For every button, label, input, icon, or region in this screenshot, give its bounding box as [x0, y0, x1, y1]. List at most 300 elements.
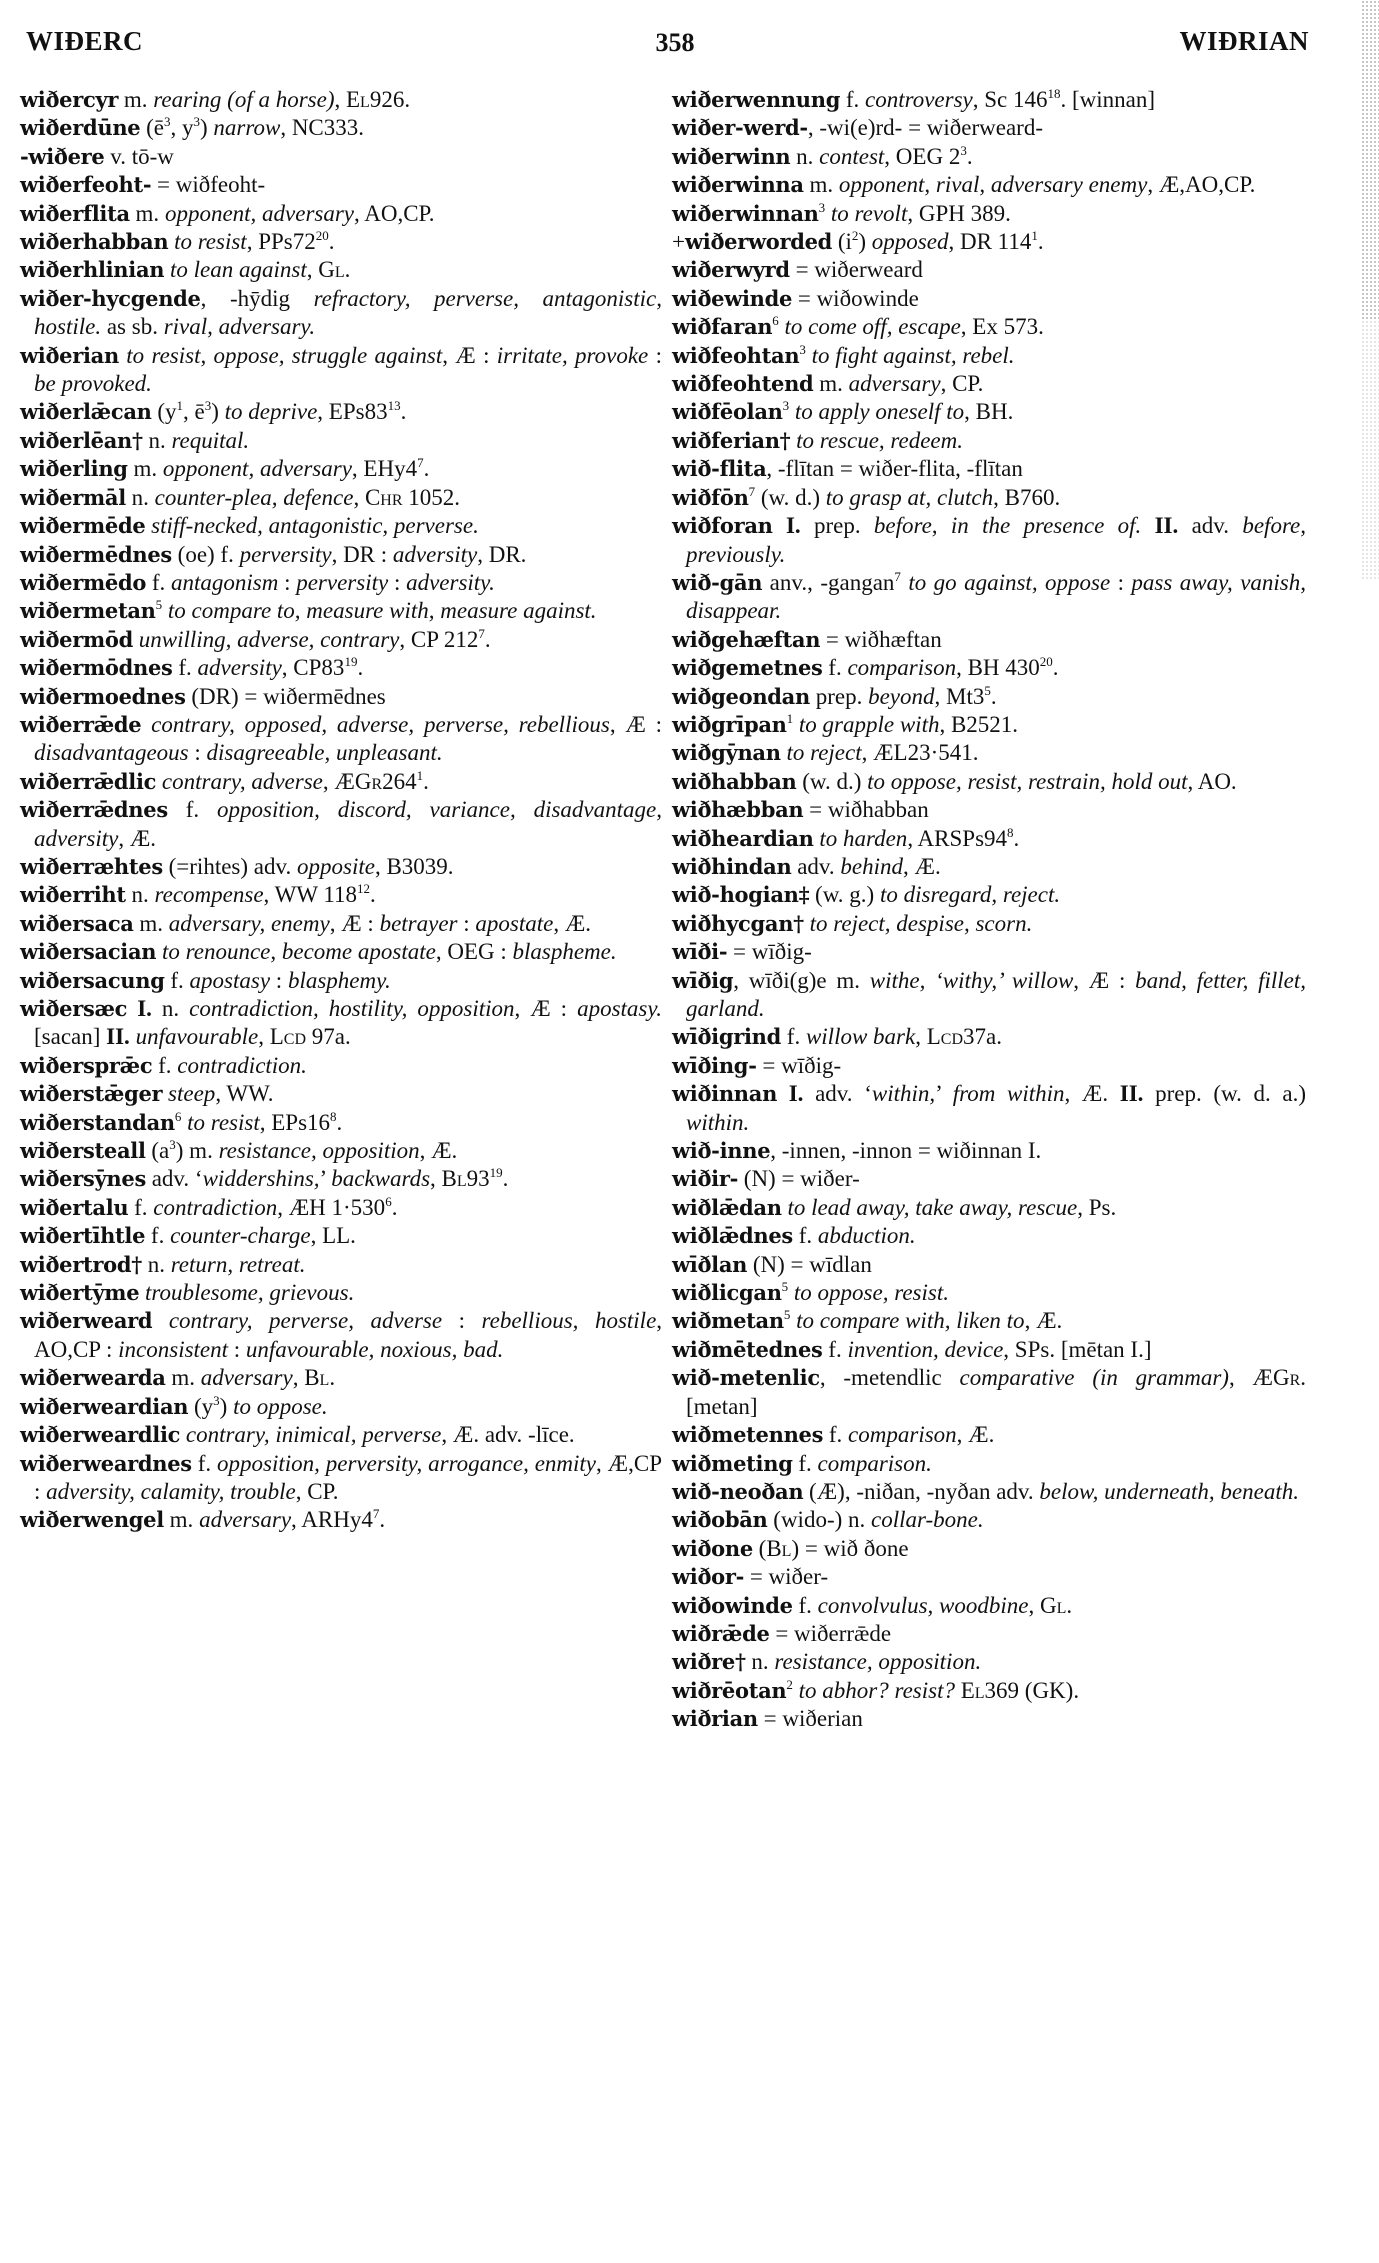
dictionary-entry [20, 398, 662, 426]
entry-text: , AO,CP. [354, 200, 435, 226]
entry-text [141, 712, 151, 737]
entry-text: . [502, 1166, 509, 1192]
source-abbrev: Bl [766, 1535, 792, 1561]
headword: wiðermōdnes [20, 655, 173, 681]
headword: wiðersprǣc [20, 1052, 153, 1078]
definition-text: to fight against, rebel. [811, 342, 1015, 368]
entry-text: , BH 430 [956, 655, 1040, 681]
headword: wiðmetennes [672, 1422, 824, 1448]
headword: wiðerweardian [20, 1393, 189, 1419]
dictionary-entry [20, 1222, 662, 1250]
dictionary-entry [20, 1450, 662, 1507]
headword: wiðforan [672, 513, 773, 539]
dictionary-entry [20, 626, 662, 654]
entry-text: , EPs83 [317, 399, 388, 425]
definition-text: comparison [847, 655, 957, 681]
entry-text: (N) = wīdlan [747, 1251, 872, 1277]
definition-text: comparative (in grammar) [959, 1365, 1229, 1391]
headword: wiðewinde [672, 285, 793, 311]
definition-text: to oppose. [233, 1393, 328, 1419]
dictionary-entry [672, 683, 1306, 711]
headword: wiðertrod† [20, 1251, 142, 1277]
superscript-ref: 8 [330, 1108, 337, 1124]
page-number: 358 [655, 28, 695, 57]
dictionary-entry [672, 1364, 1306, 1421]
dictionary-entry [672, 739, 1306, 767]
entry-text: . [966, 143, 973, 169]
entry-text: (w. d.) [796, 768, 868, 794]
entry-text: , [334, 87, 346, 112]
dictionary-entry [672, 200, 1306, 228]
definition-text: refractory, perverse, antagonistic, hostile. [34, 285, 662, 340]
dictionary-entry [672, 881, 1306, 909]
left-column [20, 86, 662, 1535]
sense-number: II. [1119, 1081, 1144, 1107]
source-abbrev: Lcd [926, 1024, 963, 1050]
dictionary-entry [672, 285, 1306, 313]
entry-text [773, 513, 786, 538]
definition-text: adversary [200, 1365, 293, 1391]
headword: wiðerhlinian [20, 257, 165, 283]
entry-text: as sb. [101, 314, 164, 340]
entry-text: , Æ. [118, 825, 157, 851]
dictionary-entry [20, 200, 662, 228]
source-abbrev: Bl [304, 1365, 330, 1391]
entry-text: 369 (GK). [984, 1677, 1080, 1703]
entry-text: , Æ,AO,CP. [1147, 172, 1256, 198]
entry-text: m. [133, 910, 169, 936]
entry-text: = wiðer- [744, 1564, 829, 1590]
definition-text: to reject [786, 740, 862, 766]
headword: wiðlicgan [672, 1280, 782, 1306]
entry-text: : [270, 967, 288, 993]
headword: wiðhæbban [672, 797, 804, 823]
definition-text: be provoked. [34, 371, 152, 397]
headword: wiðerhabban [20, 229, 169, 255]
headword: wiðermēdo [20, 569, 147, 595]
entry-text: , B2521. [939, 711, 1019, 737]
headword: wiðermāl [20, 484, 126, 510]
entry-text: , wīði(g)e m. [733, 967, 870, 993]
source-abbrev: Bl [441, 1166, 467, 1192]
entry-text: = wiðfeoht- [151, 172, 266, 198]
entry-text: . [1066, 1592, 1073, 1618]
entry-text: , -metendlic [819, 1365, 960, 1391]
definition-text: contrary, perverse, adverse [168, 1308, 443, 1334]
definition-text: resistance, opposition. [774, 1649, 982, 1675]
entry-text: ) m. [175, 1138, 219, 1164]
headword: wiðer-werd- [672, 115, 808, 141]
definition-text: to abhor? resist? [798, 1677, 955, 1703]
entry-text: , Æ : [1073, 967, 1136, 993]
entry-text: = wiðowinde [792, 285, 919, 311]
entry-text: (y [188, 1393, 214, 1419]
definition-text: to oppose, resist. [793, 1280, 949, 1306]
entry-text: . [990, 683, 997, 709]
entry-text: n. [745, 1649, 775, 1675]
headword: wīðig [672, 967, 734, 993]
entry-text: . [336, 1109, 343, 1135]
entry-text: . [329, 1365, 336, 1391]
definition-text: convolvulus, woodbine [817, 1592, 1029, 1618]
entry-text: , OEG 2 [884, 143, 961, 169]
definition-text: blaspheme. [512, 939, 617, 965]
source-abbrev: Lcd [269, 1024, 306, 1050]
entry-text: . [1052, 655, 1059, 681]
definition-text: to rescue, redeem. [796, 427, 964, 453]
headword: wið-inne [672, 1138, 771, 1164]
dictionary-entry [672, 484, 1306, 512]
entry-text: , Æ. [1064, 1081, 1120, 1107]
definition-text: to compare with, liken to [796, 1308, 1025, 1334]
headword: wið-flita [672, 456, 767, 482]
entry-text: , Æ : [514, 996, 578, 1021]
superscript-ref: 6 [174, 1108, 182, 1124]
sense-number: II. [106, 1024, 130, 1050]
entry-text: + [672, 229, 685, 255]
dictionary-entry [20, 1052, 662, 1080]
definition-text: adversary [848, 371, 941, 397]
dictionary-entry [20, 768, 662, 796]
superscript-ref: 8 [1007, 824, 1014, 840]
headword: wiðerstǣger [20, 1081, 163, 1107]
dictionary-entry [672, 1080, 1306, 1137]
source-abbrev: Gl [1039, 1592, 1067, 1618]
headword: wið-neoðan [672, 1478, 804, 1504]
entry-text: (DR) = wiðermēdnes [185, 683, 386, 709]
entry-text: m. [165, 1365, 201, 1391]
entry-text: , Æ. [956, 1422, 995, 1448]
definition-text: unfavourable [135, 1024, 259, 1050]
scan-edge-speckle [1361, 320, 1379, 580]
superscript-ref: 7 [748, 483, 756, 499]
superscript-ref: 6 [772, 313, 779, 329]
entry-text: m. [813, 371, 849, 397]
entry-text: = wīðig- [756, 1052, 842, 1078]
definition-text: opponent, rival, adversary enemy [838, 172, 1148, 198]
dictionary-entry [672, 256, 1306, 284]
headword: wiðone [672, 1535, 753, 1561]
entry-text: n. [125, 882, 155, 908]
headword: wiðor- [672, 1564, 745, 1590]
superscript-ref: 6 [385, 1193, 392, 1209]
source-abbrev: Gr [1272, 1365, 1301, 1391]
entry-text: f. [172, 655, 198, 681]
definition-text: to renounce, become apostate [162, 939, 436, 965]
headword: wiðertȳme [20, 1280, 140, 1306]
dictionary-entry [672, 1336, 1306, 1364]
definition-text: within, [871, 1081, 936, 1107]
definition-text: contrary, opposed, adverse, perverse, rebellious [151, 711, 610, 737]
definition-text: unfavourable, noxious, bad. [245, 1336, 504, 1362]
entry-text: 97a. [306, 1024, 351, 1050]
entry-text: (wido-) n. [767, 1507, 872, 1533]
source-abbrev: Gl [318, 257, 345, 283]
headword: wiðersteall [20, 1138, 146, 1164]
entry-text: , [292, 1365, 305, 1391]
definition-text: abduction. [817, 1223, 916, 1249]
definition-text: to resist [174, 229, 247, 255]
headword: wiðerstandan [20, 1109, 175, 1135]
headword: wiðfeohtend [672, 371, 814, 397]
headword: wiðmetan [672, 1308, 784, 1334]
definition-text: to oppose, resist, restrain, hold out [867, 768, 1188, 794]
entry-text: , DR : [331, 541, 393, 567]
entry-text: f. [823, 1422, 849, 1448]
dictionary-entry [672, 427, 1306, 455]
headword: wið-metenlic [672, 1365, 820, 1391]
dictionary-entry [672, 967, 1306, 1024]
definition-text: to harden [819, 825, 908, 851]
entry-text: v. tō-w [104, 143, 174, 169]
definition-text: perversity [296, 569, 389, 595]
entry-text: adv. ‘ [803, 1081, 872, 1107]
dictionary-entry [672, 1648, 1306, 1676]
dictionary-entry [672, 143, 1306, 171]
superscript-ref: 7 [372, 1506, 380, 1522]
dictionary-entry [20, 1165, 662, 1193]
dictionary-entry [20, 143, 662, 171]
entry-text: , -hȳdig [200, 285, 314, 311]
entry-text: , CP. [940, 371, 984, 397]
superscript-ref: 3 [193, 114, 200, 130]
definition-text: to resist [187, 1109, 260, 1135]
entry-text: . [379, 1507, 386, 1533]
headword: wiðerling [20, 456, 128, 482]
dictionary-entry [672, 1450, 1306, 1478]
headword: wiðrǣde [672, 1620, 770, 1646]
entry-text: . [344, 257, 351, 283]
definition-text: rearing (of a horse) [153, 87, 335, 112]
entry-text: prep. [809, 683, 869, 709]
entry-text: f. [822, 655, 848, 681]
dictionary-entry [20, 285, 662, 342]
definition-text: opposite [297, 853, 375, 879]
headword: wiðerwinna [672, 172, 804, 198]
definition-text: opponent, adversary [164, 200, 355, 226]
dictionary-entry [672, 1052, 1306, 1080]
entry-text: , Ex 573. [960, 314, 1044, 340]
superscript-ref: 3 [799, 341, 806, 357]
definition-text: blasphemy. [287, 967, 391, 993]
dictionary-entry [20, 1307, 662, 1364]
superscript-ref: 20 [1039, 654, 1053, 670]
headword: wiðertalu [20, 1194, 129, 1220]
entry-text: , DR. [477, 541, 527, 567]
entry-text: 1052. [402, 484, 461, 510]
entry-text: , PPs72 [246, 229, 316, 255]
headword: wiðerwinn [672, 143, 791, 169]
entry-text: , EHy4 [351, 456, 418, 482]
headword: wiðrēotan [672, 1677, 787, 1703]
superscript-ref: 7 [894, 568, 901, 584]
entry-text [777, 1081, 789, 1106]
entry-text: (a [145, 1138, 170, 1164]
entry-text: (oe) f. [171, 541, 240, 567]
dictionary-entry [20, 114, 662, 142]
dictionary-entry [672, 1222, 1306, 1250]
dictionary-entry [672, 398, 1306, 426]
definition-text: to deprive [224, 399, 318, 425]
dictionary-entry [20, 853, 662, 881]
entry-text: m. [118, 87, 154, 112]
headword: wið-hogian‡ [672, 882, 810, 908]
headword: wiðerworded [684, 229, 833, 255]
entry-text: . [357, 655, 364, 681]
dictionary-entry [672, 654, 1306, 682]
dictionary-entry [20, 1364, 662, 1392]
entry-text: f. [781, 1024, 806, 1050]
definition-text: counter-plea, defence [154, 484, 354, 510]
definition-text: opposition, discord, variance, disadvantage, adversity [34, 797, 662, 851]
dictionary-entry [20, 683, 662, 711]
superscript-ref: 5 [984, 682, 991, 698]
entry-text: adv. [1178, 513, 1243, 539]
entry-text: , B760. [993, 484, 1061, 510]
definition-text: collar-bone. [871, 1507, 984, 1533]
headword: wiðfaran [672, 314, 773, 340]
entry-text: 264 [382, 768, 417, 794]
dictionary-entry [672, 1592, 1306, 1620]
headword: wiðfōn [672, 484, 749, 510]
headword: wiðhycgan† [672, 910, 804, 936]
dictionary-entry [672, 1705, 1306, 1733]
entry-text: , Æ [322, 768, 355, 794]
entry-text: [sacan] [34, 1024, 107, 1050]
entry-text: f. [191, 1450, 218, 1476]
entry-text: prep. [800, 513, 874, 539]
entry-text: . [370, 882, 376, 908]
entry-text: n. [141, 1251, 171, 1277]
superscript-ref: 12 [357, 881, 371, 897]
dictionary-entry [20, 597, 662, 625]
superscript-ref: 2 [786, 1676, 793, 1692]
headword: wiðgehæftan [672, 626, 821, 652]
headword: wiðerfeoht- [20, 172, 152, 198]
entry-text: m. [803, 172, 839, 198]
definition-text: disagreeable, unpleasant. [206, 740, 443, 766]
definition-text: band, fetter, fillet, garland. [686, 967, 1306, 1021]
entry-text: anv., -gangan [762, 569, 895, 595]
definition-text: contrary, adverse [161, 768, 323, 794]
source-abbrev: Gr [354, 768, 383, 794]
entry-text: : [188, 740, 207, 766]
entry-text: ) [200, 115, 214, 141]
entry-text: , -flītan = wiðer-flita, -flītan [766, 456, 1023, 482]
dictionary-entry [20, 427, 662, 455]
dictionary-entry [672, 938, 1306, 966]
entry-text [1141, 513, 1154, 538]
dictionary-entry [20, 1080, 662, 1108]
definition-text: to reject, despise, scorn. [809, 910, 1033, 936]
dictionary-entry [672, 1535, 1306, 1563]
superscript-ref: 1 [416, 767, 424, 783]
definition-text: controversy [865, 87, 973, 112]
definition-text: rebellious, hostile [481, 1308, 657, 1334]
sense-number: I. [137, 996, 152, 1021]
definition-text: return, retreat. [170, 1251, 306, 1277]
entry-text: , B3039. [374, 853, 454, 879]
entry-text: , [258, 1024, 270, 1050]
entry-text: , NC333. [280, 115, 365, 141]
definition-text: adversary [199, 1507, 292, 1533]
definition-text: to compare to, measure with, measure against. [167, 598, 597, 624]
dictionary-entry [672, 569, 1306, 626]
headword: wiðgrīpan [672, 711, 787, 737]
definition-text: to revolt [830, 200, 908, 226]
definition-text: before, in the presence of. [873, 513, 1142, 539]
dictionary-entry [20, 796, 662, 853]
definition-text: apostate [475, 910, 554, 936]
definition-text: opposition, perversity, arrogance, enmity [217, 1450, 597, 1476]
superscript-ref: 13 [387, 398, 401, 414]
dictionary-entry [20, 256, 662, 284]
headword: wiðerrǣdlic [20, 768, 157, 794]
entry-text: , [306, 257, 319, 283]
dictionary-entry [672, 114, 1306, 142]
entry-text: , -wi(e)rd- = wiðerweard- [807, 115, 1044, 141]
entry-text: . [1037, 229, 1044, 255]
entry-text: , OEG : [435, 939, 513, 965]
dictionary-entry [672, 1478, 1306, 1506]
dictionary-entry [672, 1194, 1306, 1222]
entry-text: , y [170, 115, 194, 141]
headword: wiðowinde [672, 1592, 793, 1618]
headword: wīðigrind [672, 1024, 782, 1050]
entry-text: (w. d.) [755, 484, 826, 510]
headword: wiðre† [672, 1649, 746, 1675]
entry-text: , SPs. [mētan I.] [1003, 1336, 1152, 1362]
definition-text: contradiction, hostility, opposition [189, 996, 515, 1021]
entry-text: . [400, 399, 407, 425]
entry-text: 93 [466, 1166, 490, 1192]
entry-text: ) [858, 229, 872, 255]
entry-text: adv. [791, 853, 841, 879]
headword: wiðmeting [672, 1450, 793, 1476]
superscript-ref: 19 [344, 654, 358, 670]
headword: wiðermetan [20, 598, 156, 624]
dictionary-entry [672, 86, 1306, 114]
definition-text: to grapple with [798, 711, 940, 737]
headword: wiðgȳnan [672, 740, 781, 766]
entry-text: , BH. [964, 399, 1014, 425]
entry-text: f. [840, 87, 866, 112]
dictionary-entry [672, 370, 1306, 398]
headword: wiðerriht [20, 882, 126, 908]
superscript-ref: 5 [781, 1279, 789, 1295]
headword: wiðmētednes [672, 1336, 823, 1362]
entry-text: (w. g.) [809, 882, 880, 908]
entry-text: f. [792, 1450, 818, 1476]
entry-text: . [391, 1194, 398, 1220]
headword: wiðerweard [20, 1308, 153, 1334]
entry-text: n. [125, 484, 155, 510]
entry-text: , -innen, -innon = wiðinnan I. [770, 1138, 1042, 1164]
definition-text: adversity. [406, 569, 495, 595]
sense-number: I. [788, 1081, 804, 1107]
dictionary-entry [672, 768, 1306, 796]
definition-text: adversity [392, 541, 478, 567]
definition-text: below, underneath, beneath. [1039, 1478, 1299, 1504]
definition-text: counter-charge [170, 1223, 311, 1249]
sense-number: II. [1154, 513, 1179, 539]
dictionary-entry [20, 910, 662, 938]
superscript-ref: 3 [164, 114, 171, 130]
entry-text: (y [151, 399, 177, 425]
headword: wiðerræhtes [20, 853, 163, 879]
entry-text: , Æ,CP : [34, 1450, 662, 1504]
dictionary-entry [20, 967, 662, 995]
